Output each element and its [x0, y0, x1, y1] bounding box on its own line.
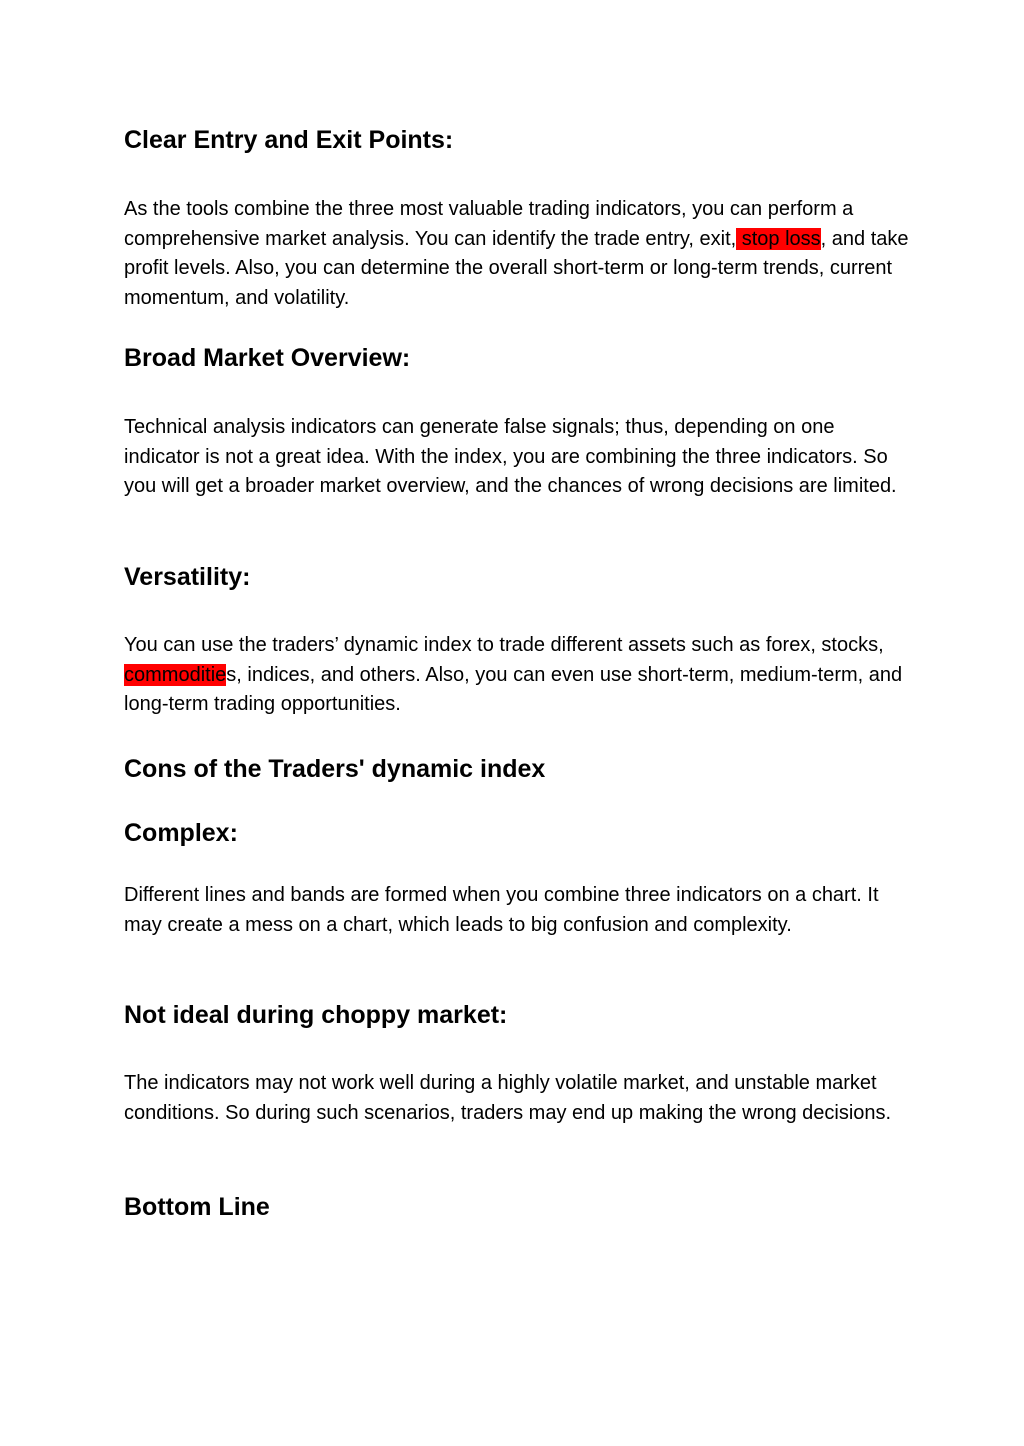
heading-bottom-line: Bottom Line: [124, 1193, 270, 1221]
paragraph-broad-market-overview: Technical analysis indicators can generate false signals; thus, depending on one indicator is not a great idea. With the index, you are combining the three indicators. So you will get a broader market overview, and the chances of wrong decisions are limited.: [124, 416, 897, 497]
heading-not-ideal-choppy-market: Not ideal during choppy market:: [124, 1001, 508, 1029]
paragraph-text: , and take profit levels. Also, you can determine the overall short-term or long-term trends, current momentum, and volatility.: [124, 227, 909, 309]
heading-complex: Complex:: [124, 819, 238, 847]
paragraph-not-ideal-choppy-market: The indicators may not work well during a highly volatile market, and unstable market conditions. So during such scenarios, traders may end up making the wrong decisions.: [124, 1072, 892, 1124]
highlighted-text: commoditie: [124, 663, 227, 686]
paragraph-versatility: [124, 631, 914, 720]
heading-broad-market-overview: Broad Market Overview:: [124, 344, 411, 372]
paragraph-text: You can use the traders’ dynamic index to trade different assets such as forex, stocks,: [124, 634, 884, 656]
paragraph-complex: Different lines and bands are formed when you combine three indicators on a chart. It may create a mess on a chart, which leads to big confusion and complexity.: [124, 884, 879, 936]
heading-clear-entry-exit: Clear Entry and Exit Points:: [124, 126, 454, 154]
paragraph-clear-entry-exit: [124, 195, 914, 313]
highlighted-text: stop loss: [736, 227, 821, 250]
heading-cons: Cons of the Traders' dynamic index: [124, 755, 546, 783]
paragraph-text: As the tools combine the three most valuable trading indicators, you can perform a comprehensive market analysis. You can identify the trade entry, exit,: [124, 198, 854, 250]
paragraph-text: s, indices, and others. Also, you can even use short-term, medium-term, and long-term trading opportunities.: [124, 663, 903, 715]
heading-versatility: Versatility:: [124, 563, 251, 591]
